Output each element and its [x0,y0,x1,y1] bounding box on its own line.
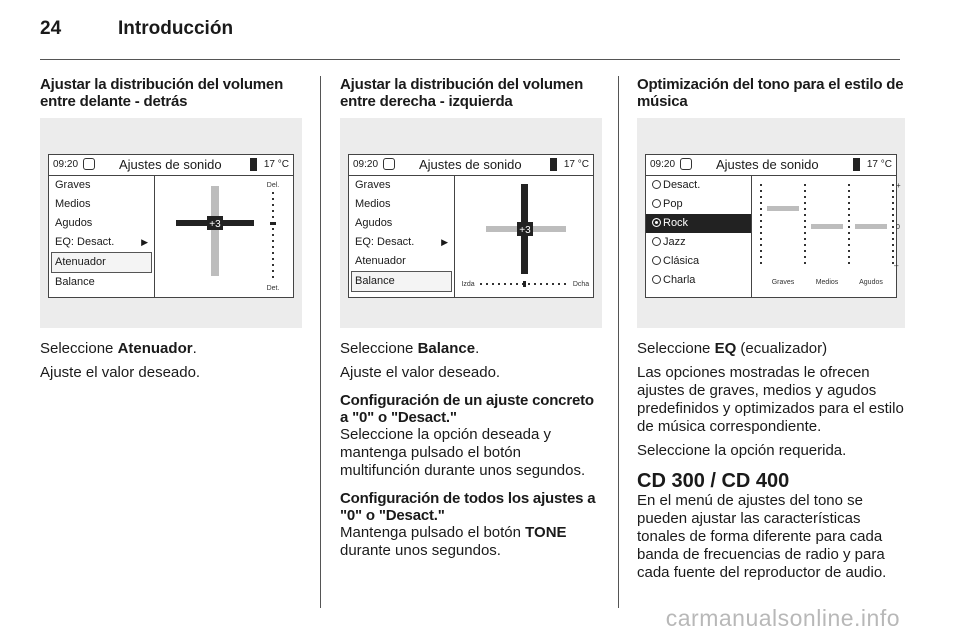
balance-pane [456,176,593,297]
menu-item-balance[interactable]: Balance [55,276,95,288]
menu-item-graves[interactable]: Graves [355,179,391,191]
thermometer-icon [550,158,557,171]
fader-caption: Seleccione Atenuador. [40,340,197,357]
reset-one-heading: Configuración de un ajuste concreto a "0" o "Desact." [340,392,594,426]
sound-menu [49,176,155,297]
thermometer-icon [853,158,860,171]
fader-graphic [156,176,294,296]
eq-heading: Optimización del tono para el estilo de música [637,76,904,110]
menu-item-agudos[interactable]: Agudos [355,217,393,229]
temperature: 17 °C [866,159,892,170]
radio-icon [652,180,661,189]
menu-item-agudos[interactable]: Agudos [55,217,93,229]
menu-item-atenuador[interactable]: Atenuador [51,252,152,273]
eq-screenshot [637,118,905,328]
page-number: 24 [40,18,62,39]
band-agudos: Agudos [859,279,883,286]
menu-item-graves[interactable]: Graves [55,179,91,191]
menu-item-atenuador[interactable]: Atenuador [355,255,406,267]
preset-charla[interactable]: Charla [646,271,751,290]
radio-icon [652,199,661,208]
preset-rock[interactable]: Rock [646,214,751,233]
eq-plus-label: + [896,181,901,190]
status-bar [646,155,896,176]
display-screen [348,154,594,298]
cd-section-title: CD 300 / CD 400 [637,470,790,492]
screen-title: Ajustes de sonido [419,157,522,172]
clock-time: 09:20 [353,159,379,170]
page-title: Introducción [118,18,234,39]
preset-desact[interactable]: Desact. [646,176,751,195]
band-medios: Medios [815,279,839,286]
thermometer-icon [250,158,257,171]
fader-body: Ajuste el valor deseado. [40,364,201,381]
eq-minus-label: – [894,261,899,270]
menu-item-balance[interactable]: Balance [351,271,452,292]
header-rule [40,59,900,60]
page-header [40,18,233,40]
fader-heading: Ajustar la distribución del volumen entre delante - detrás [40,76,284,110]
eq-preset-menu [646,176,752,297]
eq-graphic [753,176,899,296]
radio-selected-icon [652,218,661,227]
fader-screenshot [40,118,302,328]
front-label: Del. [266,182,280,189]
radio-icon [652,256,661,265]
eq-pane [753,176,901,297]
tone-button-label: TONE [525,524,567,541]
right-label: Dcha [572,281,590,288]
eq-zero-label: 0 [896,224,900,231]
eq-body-1: Las opciones mostradas le ofrecen ajustes de graves, medios y agudos predefinidos y optimizados para el estilo de música correspondiente. [637,364,904,435]
eq-option: EQ [714,340,737,357]
balance-caption: Seleccione Balance. [340,340,480,357]
radio-icon [652,275,661,284]
clock-time: 09:20 [53,159,79,170]
reset-all-body: Mantenga pulsado el botón TONE durante unos segundos. [340,524,567,559]
fader-pane [156,176,293,297]
chevron-right-icon: ▶ [141,237,148,247]
band-graves: Graves [771,279,795,286]
menu-item-eq[interactable] [49,233,154,252]
temperature: 17 °C [563,159,589,170]
cd-section-body: En el menú de ajustes del tono se pueden ajustar las características tonales de forma diferente para cada banda de frecuencias de radio y para cada fuente del reproductor de audio. [637,492,887,581]
column-divider [618,76,619,608]
display-screen [645,154,901,298]
column-divider [320,76,321,608]
watermark: carmanualsonline.info [665,605,900,631]
left-label: Izda [461,281,475,288]
column-balance [340,76,602,560]
rear-label: Det. [266,285,280,292]
display-screen [48,154,294,298]
sound-menu [349,176,455,297]
temperature: 17 °C [263,159,289,170]
preset-clasica[interactable]: Clásica [646,252,751,271]
reset-all-heading: Configuración de todos los ajustes a "0" o "Desact." [340,490,596,524]
balance-body: Ajuste el valor deseado. [340,364,501,381]
menu-item-eq-label: EQ: Desact. [355,236,415,248]
preset-pop[interactable]: Pop [646,195,751,214]
balance-graphic [456,176,596,296]
clock-icon [680,158,692,170]
menu-item-eq[interactable] [349,233,454,252]
menu-item-medios[interactable]: Medios [355,198,391,210]
radio-icon [652,237,661,246]
balance-heading: Ajustar la distribución del volumen entre derecha - izquierda [340,76,584,110]
status-bar [49,155,293,176]
clock-time: 09:20 [650,159,676,170]
fader-marker: +3 [209,219,221,230]
balance-marker: +3 [519,225,531,236]
screen-title: Ajustes de sonido [119,157,222,172]
status-bar [349,155,593,176]
fader-option: Atenuador [117,340,193,357]
balance-option: Balance [417,340,476,357]
column-fader [40,76,302,382]
clock-icon [383,158,395,170]
eq-caption: Seleccione EQ (ecualizador) [637,340,828,357]
chevron-right-icon: ▶ [441,237,448,247]
column-equalizer [637,76,905,582]
menu-item-medios[interactable]: Medios [55,198,91,210]
preset-jazz[interactable]: Jazz [646,233,751,252]
screen-title: Ajustes de sonido [716,157,819,172]
menu-item-eq-label: EQ: Desact. [55,236,115,248]
eq-body-2: Seleccione la opción requerida. [637,442,847,459]
balance-screenshot [340,118,602,328]
clock-icon [83,158,95,170]
reset-one-body: Seleccione la opción deseada y mantenga pulsado el botón multifunción durante unos segundos. [340,426,586,479]
